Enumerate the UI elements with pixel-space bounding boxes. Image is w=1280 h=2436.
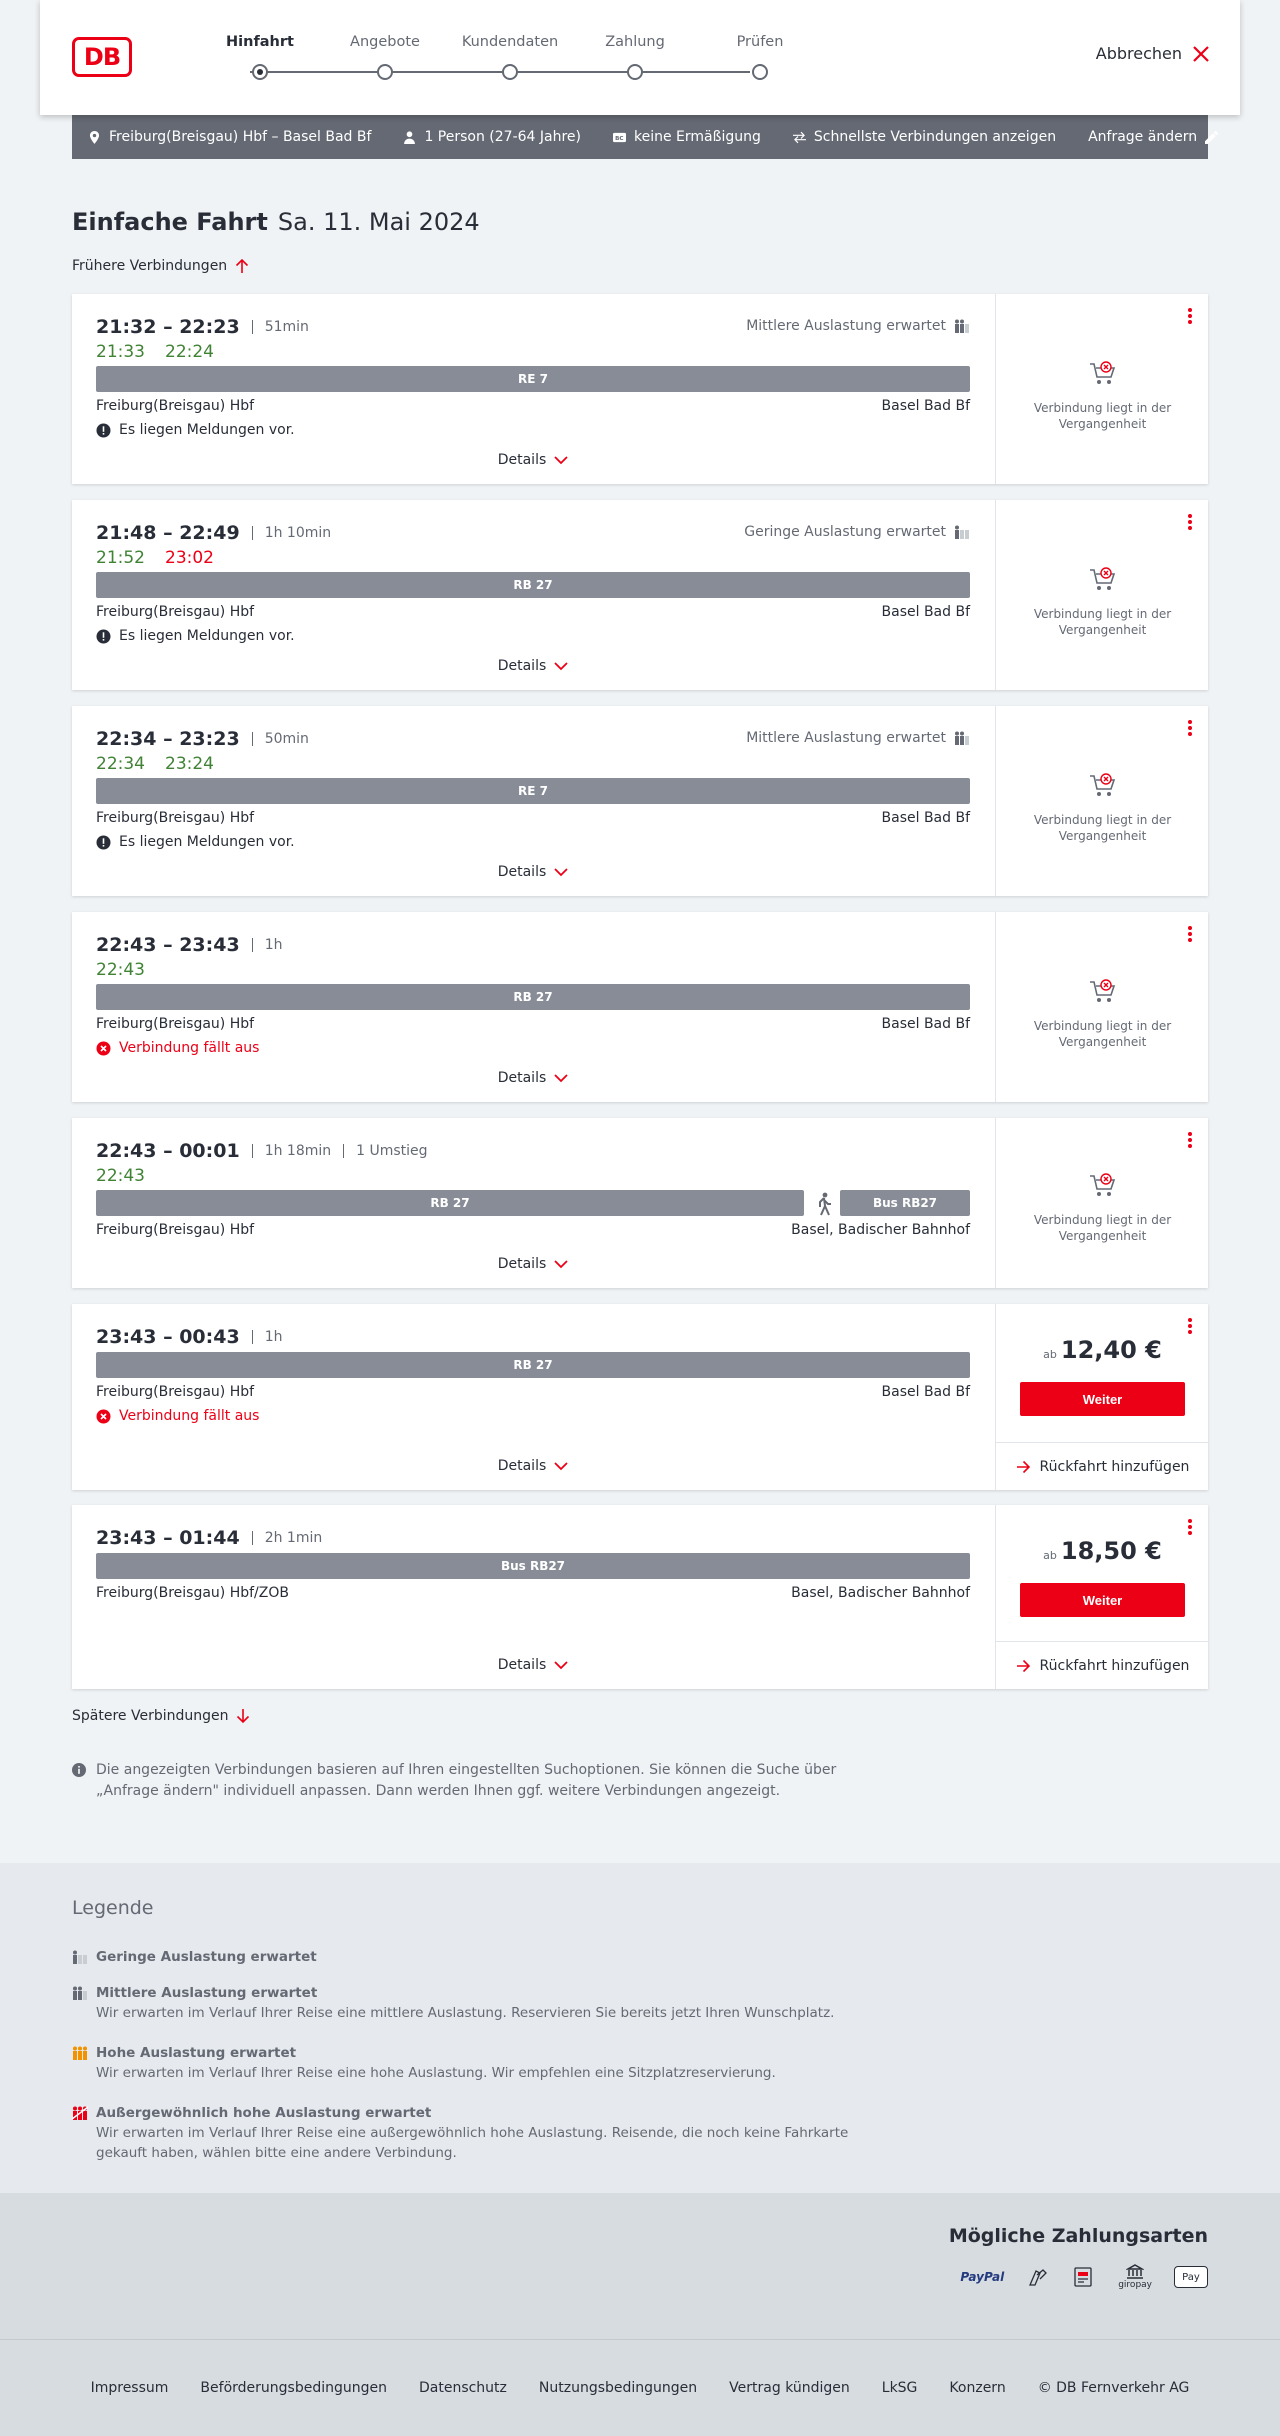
price-prefix: ab (1043, 1549, 1057, 1562)
from-station: Freiburg(Breisgau) Hbf (96, 1016, 255, 1032)
search-info (72, 1760, 852, 1802)
details-toggle[interactable] (72, 1657, 994, 1673)
details-toggle[interactable] (72, 1458, 994, 1474)
footer-link-impressum[interactable]: Impressum (90, 2380, 169, 2396)
step-dot (752, 64, 768, 80)
persons-info[interactable] (403, 129, 581, 145)
occupancy-low-icon (72, 1950, 88, 1964)
train-segment[interactable]: RE 7 (96, 366, 970, 392)
connection-time (96, 728, 309, 750)
connection-main (72, 1118, 994, 1288)
realtime-arrival: 23:02 (165, 548, 214, 568)
giropay-icon (1118, 2263, 1152, 2291)
paypal-label: PayPal (960, 2270, 1005, 2284)
connection-main (72, 706, 994, 896)
walking-icon (814, 1192, 834, 1216)
step-dot (252, 64, 268, 80)
cancellation-notice[interactable] (96, 1040, 259, 1056)
chevron-down-icon (554, 661, 568, 671)
step-dot (377, 64, 393, 80)
bahncard-icon (613, 131, 626, 144)
notice[interactable] (96, 834, 295, 850)
duration: 2h 1min (252, 1531, 323, 1545)
offer-panel (995, 706, 1208, 896)
occupancy-medium-icon (954, 731, 970, 745)
route-text: Freiburg(Breisgau) Hbf – Basel Bad Bf (109, 129, 372, 145)
planned-time: 21:32 – 22:23 (96, 316, 240, 338)
payment-methods (0, 2193, 1280, 2339)
connection-card[interactable] (72, 1118, 1208, 1288)
past-connection-text: Verbindung liegt in der Vergangenheit (1033, 401, 1172, 431)
add-return-trip-button[interactable] (996, 1442, 1209, 1490)
legend-item-medium (72, 1983, 872, 2023)
to-station: Basel, Badischer Bahnhof (791, 1222, 970, 1238)
more-options-icon[interactable] (1188, 1132, 1192, 1148)
realtime-departure: 22:43 (96, 1166, 145, 1186)
occupancy-info[interactable] (744, 524, 970, 540)
details-label: Details (497, 658, 547, 674)
occupancy-medium-icon (954, 319, 970, 333)
occupancy-very-high-icon (72, 2106, 88, 2120)
notice-text: Verbindung fällt aus (119, 1408, 260, 1424)
connection-main (72, 294, 994, 484)
offer-panel (995, 1118, 1208, 1288)
close-icon (1192, 45, 1210, 63)
later-connections-link[interactable] (72, 1708, 250, 1724)
svg-text:BC: BC (615, 135, 624, 142)
legend-item-low (72, 1947, 872, 1967)
trip-date: Sa. 11. Mai 2024 (277, 208, 480, 236)
duration: 1h 18min (252, 1144, 331, 1158)
realtime-arrival: 22:24 (165, 342, 214, 362)
return-label: Rückfahrt hinzufügen (1039, 1458, 1190, 1475)
earlier-connections-link[interactable] (72, 258, 249, 274)
occupancy-label: Mittlere Auslastung erwartet (746, 318, 946, 334)
arrow-right-icon (1016, 1460, 1030, 1474)
giropay-label: giropay (1118, 2280, 1152, 2290)
price-value: 12,40 € (1060, 1336, 1162, 1364)
more-options-icon[interactable] (1188, 1318, 1192, 1334)
chevron-down-icon (554, 1259, 568, 1269)
planned-time: 21:48 – 22:49 (96, 522, 240, 544)
planned-time: 22:34 – 23:23 (96, 728, 240, 750)
offer-panel (995, 500, 1208, 690)
fastest-text: Schnellste Verbindungen anzeigen (813, 129, 1057, 145)
occupancy-high-icon (72, 2046, 88, 2060)
request-summary-bar (72, 115, 1208, 159)
apple-pay-label: Pay (1182, 2271, 1200, 2283)
step-angebote: Angebote (335, 34, 435, 80)
train-segment[interactable]: RB 27 (96, 572, 970, 598)
persons-text: 1 Person (27-64 Jahre) (424, 129, 581, 145)
legend-title: Legende (72, 1897, 154, 1919)
legend-item-desc: Wir erwarten im Verlauf Ihrer Reise eine außergewöhnlich hohe Auslastung. Reisende, die noch keine Fahrkarte gekauft haben, wählen bitte eine andere Verbindung. (96, 2125, 849, 2161)
past-connection-info (996, 1170, 1209, 1244)
progress-steps (210, 34, 790, 84)
details-toggle[interactable] (72, 864, 994, 880)
connection-main (72, 500, 994, 690)
realtime (96, 1166, 165, 1186)
offer-panel (995, 1304, 1208, 1490)
legend-item-very-high (72, 2103, 872, 2163)
realtime-departure: 22:34 (96, 754, 145, 774)
add-return-trip-button[interactable] (996, 1641, 1209, 1689)
return-label: Rückfahrt hinzufügen (1039, 1657, 1190, 1674)
more-options-icon[interactable] (1188, 926, 1192, 942)
from-station: Freiburg(Breisgau) Hbf/ZOB (96, 1585, 289, 1601)
notice[interactable] (96, 628, 295, 644)
connection-card[interactable] (72, 1505, 1208, 1689)
cancelled-icon (96, 1409, 111, 1424)
details-label: Details (497, 1657, 547, 1673)
duration: 1h (252, 938, 283, 952)
footer-link-datenschutz[interactable]: Datenschutz (418, 2380, 507, 2396)
occupancy-low-icon (954, 525, 970, 539)
page-title (72, 208, 480, 236)
continue-button[interactable]: Weiter (1020, 1382, 1185, 1416)
discount-text: keine Ermäßigung (634, 129, 761, 145)
realtime-arrival: 23:24 (165, 754, 214, 774)
connection-time (96, 316, 309, 338)
connection-card[interactable] (72, 500, 1208, 690)
realtime-departure: 21:52 (96, 548, 145, 568)
footer-link-kuendigen[interactable]: Vertrag kündigen (729, 2380, 850, 2396)
duration: 1h (252, 1330, 283, 1344)
route-info[interactable] (88, 129, 371, 145)
credit-card-icon (1026, 2263, 1050, 2291)
cart-unavailable-icon (1088, 564, 1118, 594)
realtime (96, 342, 234, 362)
from-station: Freiburg(Breisgau) Hbf (96, 604, 255, 620)
connection-time (96, 1527, 322, 1549)
footer-link-konzern[interactable]: Konzern (949, 2380, 1006, 2396)
footer-link-nutzung[interactable]: Nutzungsbedingungen (538, 2380, 698, 2396)
footer-copyright: © DB Fernverkehr AG (1037, 2380, 1190, 2396)
to-station: Basel Bad Bf (881, 810, 970, 826)
person-icon (403, 131, 416, 144)
discount-info[interactable] (613, 129, 761, 145)
continue-button[interactable]: Weiter (1020, 1583, 1185, 1617)
past-connection-text: Verbindung liegt in der Vergangenheit (1033, 1213, 1172, 1243)
from-station: Freiburg(Breisgau) Hbf (96, 810, 255, 826)
past-connection-info (996, 358, 1209, 432)
details-toggle[interactable] (72, 452, 994, 468)
arrow-down-icon (236, 1709, 250, 1723)
changes-count: 1 Umstieg (343, 1144, 427, 1158)
more-options-icon[interactable] (1188, 308, 1192, 324)
train-segment[interactable]: RB 27 (96, 1352, 970, 1378)
change-request-label: Anfrage ändern (1088, 129, 1198, 145)
connection-card[interactable] (72, 1304, 1208, 1490)
details-toggle[interactable] (72, 658, 994, 674)
details-toggle[interactable] (72, 1070, 994, 1086)
legend-item-title: Außergewöhnlich hohe Auslastung erwartet (96, 2105, 432, 2121)
details-label: Details (497, 452, 547, 468)
search-info-text: Die angezeigten Verbindungen basieren auf Ihren eingestellten Suchoptionen. Sie können die Suche über „Anfrage ändern" individuell anpassen. Dann werden Ihnen ggf. weitere Verbindungen angezeigt. (96, 1762, 837, 1799)
connection-main (72, 912, 994, 1102)
pencil-icon (1205, 131, 1218, 144)
realtime (96, 548, 234, 568)
paypal-icon (960, 2263, 1004, 2291)
earlier-label: Frühere Verbindungen (72, 258, 228, 274)
chevron-down-icon (554, 1073, 568, 1083)
occupancy-medium-icon (72, 1986, 88, 2000)
cancellation-notice[interactable] (96, 1408, 259, 1424)
legend-item-desc: Wir erwarten im Verlauf Ihrer Reise eine hohe Auslastung. Wir empfehlen eine Sitzplatzreservierung. (96, 2065, 776, 2081)
notice-text: Es liegen Meldungen vor. (119, 834, 295, 850)
trip-type: Einfache Fahrt (72, 208, 268, 236)
duration: 51min (252, 320, 309, 334)
connection-card[interactable] (72, 706, 1208, 896)
duration: 1h 10min (252, 526, 331, 540)
location-pin-icon (88, 131, 101, 144)
step-hinfahrt: Hinfahrt (210, 34, 310, 80)
to-station: Basel Bad Bf (881, 398, 970, 414)
change-request-button[interactable] (1088, 129, 1218, 145)
past-connection-info (996, 976, 1209, 1050)
past-connection-text: Verbindung liegt in der Vergangenheit (1033, 1019, 1172, 1049)
realtime-departure: 21:33 (96, 342, 145, 362)
connection-time (96, 1326, 282, 1348)
realtime-departure: 22:43 (96, 960, 145, 980)
cart-unavailable-icon (1088, 1170, 1118, 1200)
planned-time: 23:43 – 01:44 (96, 1527, 240, 1549)
connection-time (96, 1140, 428, 1162)
price (996, 1336, 1209, 1364)
cancelled-icon (96, 1041, 111, 1056)
legend-section (0, 1863, 1280, 2193)
cancel-button[interactable] (1096, 44, 1210, 63)
notice-text: Verbindung fällt aus (119, 1040, 260, 1056)
from-station: Freiburg(Breisgau) Hbf (96, 398, 255, 414)
to-station: Basel Bad Bf (881, 1384, 970, 1400)
price (996, 1537, 1209, 1565)
cart-unavailable-icon (1088, 976, 1118, 1006)
more-options-icon[interactable] (1188, 720, 1192, 736)
footer (0, 2339, 1280, 2436)
apple-pay-icon (1174, 2266, 1208, 2288)
offer-panel (995, 912, 1208, 1102)
details-label: Details (497, 1070, 547, 1086)
chevron-down-icon (554, 867, 568, 877)
db-logo[interactable]: DB (72, 37, 132, 77)
legend-item-title: Mittlere Auslastung erwartet (96, 1985, 318, 2001)
realtime (96, 754, 234, 774)
chevron-down-icon (554, 1660, 568, 1670)
step-zahlung: Zahlung (585, 34, 685, 80)
later-label: Spätere Verbindungen (72, 1708, 229, 1724)
more-options-icon[interactable] (1188, 514, 1192, 530)
bus-segment[interactable]: Bus RB27 (840, 1190, 970, 1216)
from-station: Freiburg(Breisgau) Hbf (96, 1222, 255, 1238)
alert-icon (96, 835, 111, 850)
past-connection-info (996, 564, 1209, 638)
swap-arrows-icon (793, 131, 806, 144)
legend-item-high (72, 2043, 872, 2083)
from-station: Freiburg(Breisgau) Hbf (96, 1384, 255, 1400)
chevron-down-icon (554, 1461, 568, 1471)
connection-main (72, 1304, 994, 1490)
alert-icon (96, 423, 111, 438)
details-label: Details (497, 864, 547, 880)
planned-time: 23:43 – 00:43 (96, 1326, 240, 1348)
legend-item-desc: Wir erwarten im Verlauf Ihrer Reise eine mittlere Auslastung. Reservieren Sie bereits jetzt Ihren Wunschplatz. (96, 2005, 835, 2021)
past-connection-text: Verbindung liegt in der Vergangenheit (1033, 813, 1172, 843)
details-toggle[interactable] (72, 1256, 994, 1272)
arrow-right-icon (1016, 1659, 1030, 1673)
step-dot (627, 64, 643, 80)
realtime (96, 960, 165, 980)
train-segment[interactable]: RB 27 (96, 984, 970, 1010)
connection-main (72, 1505, 994, 1689)
occupancy-label: Geringe Auslastung erwartet (744, 524, 946, 540)
train-segment[interactable]: RB 27 (96, 1190, 804, 1216)
details-label: Details (497, 1458, 547, 1474)
connection-time (96, 934, 282, 956)
bus-segment[interactable]: Bus RB27 (96, 1553, 970, 1579)
notice[interactable] (96, 422, 295, 438)
step-dot (502, 64, 518, 80)
notice-text: Es liegen Meldungen vor. (119, 628, 295, 644)
offer-panel (995, 1505, 1208, 1689)
to-station: Basel, Badischer Bahnhof (791, 1585, 970, 1601)
fastest-info[interactable] (793, 129, 1056, 145)
alert-icon (96, 629, 111, 644)
planned-time: 22:43 – 23:43 (96, 934, 240, 956)
cart-unavailable-icon (1088, 358, 1118, 388)
price-prefix: ab (1043, 1348, 1057, 1361)
occupancy-info[interactable] (746, 730, 970, 746)
train-segment[interactable]: RE 7 (96, 778, 970, 804)
duration: 50min (252, 732, 309, 746)
footer-link-befoerderung[interactable]: Beförderungsbedingungen (200, 2380, 387, 2396)
to-station: Basel Bad Bf (881, 604, 970, 620)
occupancy-info[interactable] (746, 318, 970, 334)
details-label: Details (497, 1256, 547, 1272)
sepa-icon (1072, 2263, 1096, 2291)
chevron-down-icon (554, 455, 568, 465)
payment-title: Mögliche Zahlungsarten (948, 2225, 1208, 2247)
past-connection-info (996, 770, 1209, 844)
to-station: Basel Bad Bf (881, 1016, 970, 1032)
planned-time: 22:43 – 00:01 (96, 1140, 240, 1162)
connection-card[interactable] (72, 294, 1208, 484)
step-kundendaten: Kundendaten (460, 34, 560, 80)
header (40, 0, 1240, 115)
arrow-up-icon (235, 259, 249, 273)
past-connection-text: Verbindung liegt in der Vergangenheit (1033, 607, 1172, 637)
notice-text: Es liegen Meldungen vor. (119, 422, 295, 438)
cart-unavailable-icon (1088, 770, 1118, 800)
connection-time (96, 522, 331, 544)
connection-card[interactable] (72, 912, 1208, 1102)
more-options-icon[interactable] (1188, 1519, 1192, 1535)
cancel-label: Abbrechen (1095, 44, 1182, 63)
offer-panel (995, 294, 1208, 484)
footer-link-lksg[interactable]: LkSG (881, 2380, 918, 2396)
legend-item-title: Hohe Auslastung erwartet (96, 2045, 297, 2061)
step-pruefen: Prüfen (710, 34, 810, 80)
occupancy-label: Mittlere Auslastung erwartet (746, 730, 946, 746)
price-value: 18,50 € (1060, 1537, 1162, 1565)
info-icon (72, 1763, 86, 1777)
legend-item-title: Geringe Auslastung erwartet (96, 1949, 317, 1965)
payment-icons (960, 2263, 1208, 2291)
